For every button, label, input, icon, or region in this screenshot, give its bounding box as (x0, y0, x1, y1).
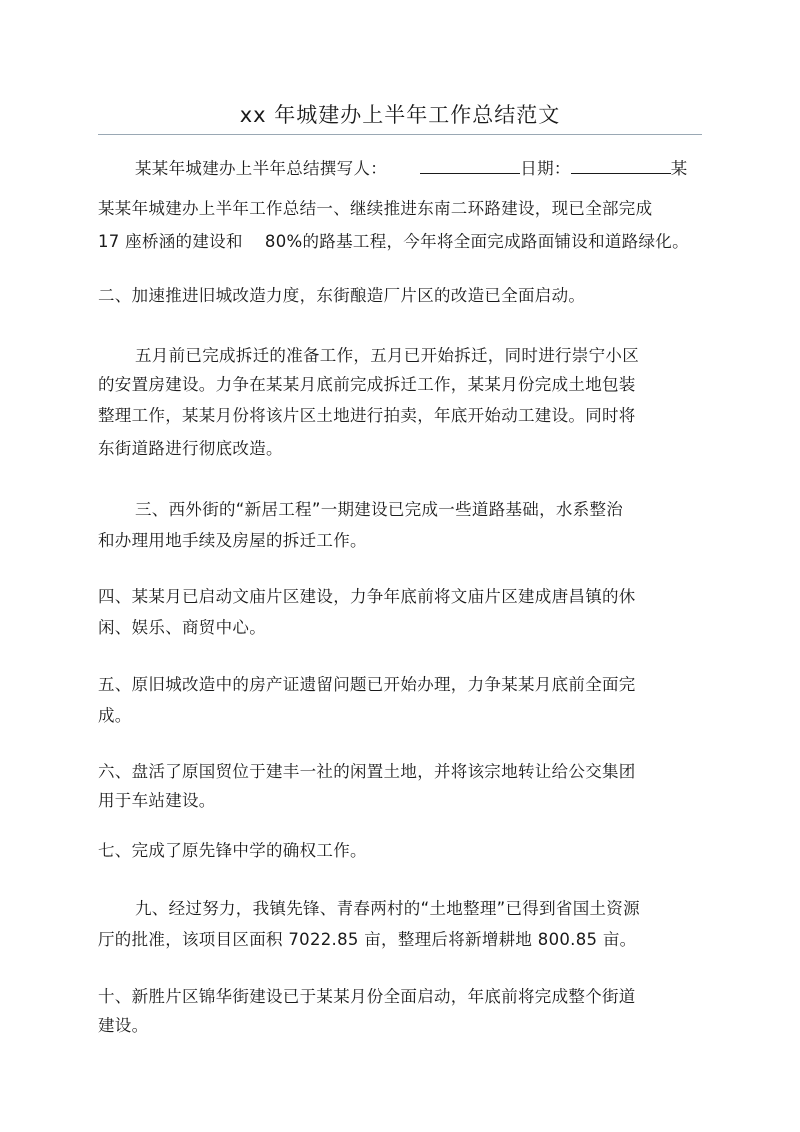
author-label: 某某年城建办上半年总结撰写人： (135, 159, 387, 178)
paragraph-line: 五、原旧城改造中的房产证遗留问题已开始办理，力争某某月底前全面完 (98, 675, 636, 694)
paragraph-line: 九、经过努力，我镇先锋、青春两村的“土地整理”已得到省国土资源 (135, 899, 640, 918)
paragraph-line: 东街道路进行彻底改造。 (98, 439, 283, 458)
paragraph-line: 建设。 (98, 1016, 149, 1035)
paragraph-line: 四、某某月已启动文庙片区建设，力争年底前将文庙片区建成唐昌镇的休 (98, 587, 636, 606)
paragraph-line: 七、完成了原先锋中学的确权工作。 (98, 841, 367, 860)
paragraph-line: 二、加速推进旧城改造力度，东街酿造厂片区的改造已全面启动。 (98, 286, 586, 305)
date-label: 日期： (520, 159, 571, 178)
header-line (135, 157, 688, 180)
author-blank (420, 157, 520, 174)
paragraph-line: 用于车站建设。 (98, 791, 216, 810)
paragraph-line: 某某年城建办上半年工作总结一、继续推进东南二环路建设，现已全部完成 (98, 199, 653, 218)
paragraph-line: 十、新胜片区锦华街建设已于某某月份全面启动，年底前将完成整个街道 (98, 987, 636, 1006)
date-blank (571, 157, 671, 174)
title-divider (98, 134, 702, 135)
paragraph-line: 厅的批准，该项目区面积 7022.85 亩，整理后将新增耕地 800.85 亩。 (98, 930, 637, 949)
paragraph-line: 三、西外街的“新居工程”一期建设已完成一些道路基础，水系整治 (135, 500, 624, 519)
paragraph-line: 成。 (98, 706, 132, 725)
paragraph-line: 的安置房建设。力争在某某月底前完成拆迁工作，某某月份完成土地包装 (98, 375, 636, 394)
paragraph-line: 整理工作，某某月份将该片区土地进行拍卖，年底开始动工建设。同时将 (98, 406, 636, 425)
document-title: xx 年城建办上半年工作总结范文 (239, 103, 561, 127)
paragraph-line: 17 座桥涵的建设和 80%的路基工程，今年将全面完成路面铺设和道路绿化。 (98, 232, 689, 251)
paragraph-line: 五月前已完成拆迁的准备工作，五月已开始拆迁，同时进行崇宁小区 (135, 346, 639, 365)
paragraph-line: 闲、娱乐、商贸中心。 (98, 618, 266, 637)
header-suffix: 某 (670, 159, 688, 178)
paragraph-line: 六、盘活了原国贸位于建丰一社的闲置土地，并将该宗地转让给公交集团 (98, 762, 636, 781)
paragraph-line: 和办理用地手续及房屋的拆迁工作。 (98, 531, 367, 550)
